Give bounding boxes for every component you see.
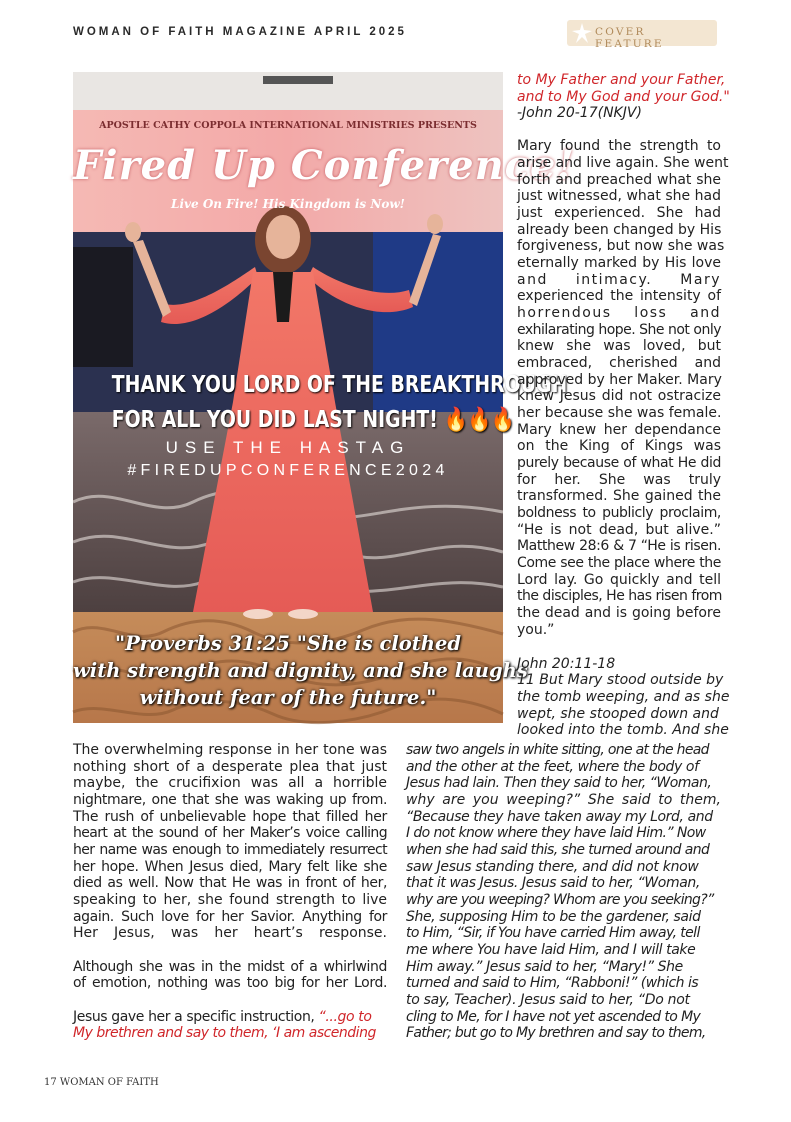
body-text-line: “He is not dead, but alive.” [517,522,721,538]
proverbs-quote-line: with strength and dignity, and she laughs [73,659,528,682]
body-text-line: died as well. Now that He was in front of her, [73,875,387,891]
body-text-line: just experienced. She had [517,205,721,221]
scripture-reference: -John 20-17(NKJV) [517,105,642,121]
page-number: 17 [44,1077,57,1088]
body-text-line: again. Such love for her Savior. Anything for [73,909,387,925]
scripture-line: She, supposing Him to be the gardener, said [406,909,701,925]
banner-presenter-text: APOSTLE CATHY COPPOLA INTERNATIONAL MINISTRIES PRESENTS [99,120,477,131]
body-text-segment: Jesus gave her a specific instruction, [73,1009,319,1025]
body-text-line: forgiveness, but now she was [517,238,725,254]
body-text-line: arise and live again. She went [517,155,729,171]
body-text-line: purely because of what He did [517,455,721,471]
scripture-line: Jesus had lain. Then they said to her, “Woman, [406,775,712,791]
footer-publication-name: WOMAN OF FAITH [59,1077,159,1088]
body-text-line: Mary found the strength to [517,138,721,154]
body-text-line: you.” [517,622,555,638]
banner-subtitle: Live On Fire! His Kingdom is Now! [171,197,405,211]
scripture-line: why are you weeping?” She said to them, [406,792,721,808]
body-text-line: for her. She was truly [517,472,721,488]
body-text-line: on the King of Kings was [517,438,721,454]
body-text-line: already been changed by His [517,222,722,238]
proverbs-quote-line: without fear of the future." [139,686,437,709]
body-text-line: nothing short of a desperate plea that just [73,759,387,775]
body-text-line: approved by her Maker. Mary [517,372,722,388]
body-text-line: exhilarating hope. She not only [517,322,721,338]
body-text-line: Come see the place where the [517,555,721,571]
body-text-line: forth and preached what she [517,172,721,188]
star-burst-icon [571,22,593,44]
body-text-line: Mary knew her dependance [517,422,721,438]
proverbs-quote-line: "Proverbs 31:25 "She is clothed [114,632,462,655]
body-text-line: of emotion, nothing was too big for her Lord. [73,975,387,991]
body-text-line: embraced, cherished and [517,355,721,371]
body-text-line: just witnessed, what she had [517,188,721,204]
scripture-line: Father; but go to My brethren and say to them, [406,1025,706,1041]
page-footer [44,1077,159,1088]
scripture-line: me where You have laid Him, and I will take [406,942,696,958]
body-text-line: experienced the intensity of [517,288,721,304]
scripture-line: saw Jesus standing there, and did not know [406,859,699,875]
scripture-line: cling to Me, for I have not yet ascended to My [406,1009,701,1025]
scripture-line: turned and said to Him, “Rabboni!” (which is [406,975,699,991]
body-text-line: Although she was in the midst of a whirlwind [73,959,387,975]
scripture-reference: John 20:11-18 [517,656,616,672]
overlay-use-hashtag: USE THE HASTAG [165,438,411,457]
scripture-line: Him away.” Jesus said to her, “Mary!” She [406,959,683,975]
scripture-line: looked into the tomb. And she [517,722,729,738]
body-text-line: and intimacy. Mary [517,272,721,288]
scripture-line: I do not know where they have laid Him.” Now [406,825,706,841]
body-text-line: eternally marked by His love [517,255,721,271]
scripture-quote-segment: “...go to [318,1009,372,1025]
body-text-line: speaking to her, she found strength to live [73,892,387,908]
body-text-line: The rush of unbelievable hope that filled her [73,809,387,825]
body-text-line: Matthew 28:6 & 7 “He is risen. [517,538,721,554]
cover-feature-badge [567,20,717,50]
body-text-line: the disciples, He has risen from [517,588,722,604]
body-text-line: Lord lay. Go quickly and tell [517,572,721,588]
body-text-line: nightmare, one that she was waking up from. [73,792,387,808]
scripture-quote-line: and to My God and your God." [517,89,730,105]
scripture-line: “Because they have taken away my Lord, and [406,809,713,825]
body-text-line: boldness to publicly proclaim, [517,505,721,521]
magazine-masthead: WOMAN OF FAITH MAGAZINE APRIL 2025 [73,26,407,38]
body-text-line: knew she was loved, but [517,338,721,354]
scripture-line: that it was Jesus. Jesus said to her, “Woman, [406,875,700,891]
scripture-line: wept, she stooped down and [517,706,719,722]
scripture-line: to Him, “Sir, if You have carried Him away, tell [406,925,700,941]
body-text-line: Her Jesus, was her heart’s response. [73,925,387,941]
body-text-line: her hope. When Jesus died, Mary felt like she [73,859,387,875]
banner-title: Fired Up Conference! [73,142,576,189]
scripture-line: the tomb weeping, and as she [517,689,730,705]
scripture-line: 11 But Mary stood outside by [517,672,724,688]
scripture-quote-line: to My Father and your Father, [517,72,726,88]
body-text-line: heart at the sound of her Maker’s voice calling [73,825,387,841]
scripture-line: why are you weeping? Whom are you seeking?” [406,892,714,908]
overlay-thanks-line-2: FOR ALL YOU DID LAST NIGHT! 🔥🔥🔥 [111,407,515,433]
scripture-line: and the other at the feet, where the body of [406,759,699,775]
body-text-line: The overwhelming response in her tone was [73,742,387,758]
body-text-line: maybe, the crucifixion was all a horrible [73,775,387,791]
body-text-line: the dead and is going before [517,605,721,621]
scripture-line: to say, Teacher). Jesus said to her, “Do not [406,992,690,1008]
overlay-hashtag: #FIREDUPCONFERENCE2024 [127,462,449,479]
scripture-quote-line: My brethren and say to them, ‘I am ascending [73,1025,376,1041]
body-text-line: knew Jesus did not ostracize [517,388,721,404]
overlay-thanks-line-1: THANK YOU LORD OF THE BREAKTHROUGH [111,372,568,398]
body-text-line: transformed. She gained the [517,488,721,504]
body-text-line: her name was enough to immediately resurrect [73,842,387,858]
body-text-line: her because she was female. [517,405,722,421]
scripture-line: when she had said this, she turned around and [406,842,710,858]
scripture-line: saw two angels in white sitting, one at the head [406,742,709,758]
body-text-line [73,1009,387,1026]
body-text-line: horrendous loss and [517,305,721,321]
cover-feature-label: COVER FEATURE [595,26,664,50]
